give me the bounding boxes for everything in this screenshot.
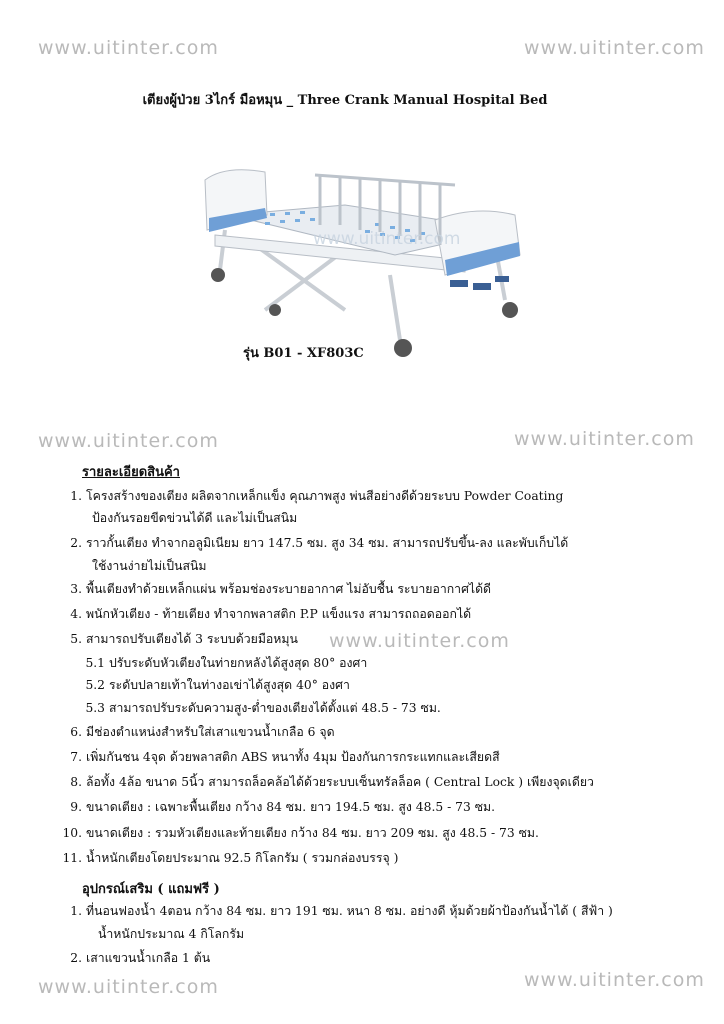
sub-list-item	[83, 655, 367, 671]
item-number: 5.2	[85, 678, 105, 692]
list-item	[60, 488, 563, 504]
item-text: พื้นเตียงทำด้วยเหล็กแผ่น พร้อมช่องระบายอากาศ ไม่อับชื้น ระบายอากาศได้ดี	[86, 582, 492, 596]
item-text: ขนาดเตียง : เฉพาะพื้นเตียง กว้าง 84 ซม. ยาว 194.5 ซม. สูง 48.5 - 73 ซม.	[86, 800, 496, 814]
accessories-heading: อุปกรณ์เสริม ( แถมฟรี )	[82, 882, 220, 897]
watermark: www.uitinter.com	[38, 430, 219, 452]
item-number: 3.	[70, 582, 82, 596]
watermark: www.uitinter.com	[38, 976, 219, 998]
item-text: โครงสร้างของเตียง ผลิตจากเหล็กแข็ง คุณภาพสูง พ่นสีอย่างดีด้วยระบบ Powder Coating	[86, 489, 564, 503]
list-item	[60, 631, 298, 647]
watermark: www.uitinter.com	[514, 428, 695, 450]
item-text: สามารถปรับเตียงได้ 3 ระบบด้วยมือหมุน	[86, 632, 298, 646]
watermark: www.uitinter.com	[524, 37, 705, 59]
list-item	[60, 749, 500, 765]
item-number: 5.3	[85, 701, 105, 715]
item-number: 2.	[70, 536, 82, 550]
watermark: www.uitinter.com	[329, 630, 510, 652]
item-text: มีช่องตำแหน่งสำหรับใส่เสาแขวนน้ำเกลือ 6 จุด	[86, 725, 335, 739]
item-number: 11.	[62, 851, 82, 865]
item-continuation: ใช้งานง่ายไม่เป็นสนิม	[92, 559, 207, 573]
list-item	[60, 799, 495, 815]
item-text: เพิ่มกันชน 4จุด ด้วยพลาสติก ABS หนาทั้ง 4มุม ป้องกันการกระแทกและเสียดสี	[86, 750, 500, 764]
list-item	[60, 606, 471, 622]
item-text: เสาแขวนน้ำเกลือ 1 ต้น	[86, 951, 211, 965]
sub-list-item	[83, 677, 350, 693]
item-number: 7.	[70, 750, 82, 764]
item-text: น้ำหนักเตียงโดยประมาณ 92.5 กิโลกรัม ( รวมกล่องบรรจุ )	[86, 851, 399, 865]
list-item	[60, 724, 335, 740]
item-text: ปรับระดับหัวเตียงในท่ายกหลังได้สูงสุด 80° องศา	[109, 656, 368, 670]
page-title: เตียงผู้ป่วย 3ไกร์ มือหมุน _ Three Crank Manual Hospital Bed	[142, 93, 548, 108]
list-item	[60, 581, 491, 597]
list-item	[60, 774, 594, 790]
item-text: พนักหัวเตียง - ท้ายเตียง ทำจากพลาสติก P.P แข็งแรง สามารถถอดออกได้	[86, 607, 472, 621]
list-item	[60, 950, 210, 966]
model-label: รุ่น B01 - XF803C	[243, 346, 364, 361]
details-heading: รายละเอียดสินค้า	[82, 465, 180, 480]
list-item	[50, 850, 398, 866]
item-continuation: ป้องกันรอยขีดข่วนได้ดี และไม่เป็นสนิม	[92, 511, 298, 525]
list-item	[60, 903, 613, 919]
item-number: 4.	[70, 607, 82, 621]
item-number: 8.	[70, 775, 82, 789]
item-number: 1.	[70, 904, 82, 918]
item-number: 9.	[70, 800, 82, 814]
item-number: 2.	[70, 951, 82, 965]
watermark: www.uitinter.com	[524, 969, 705, 991]
image-watermark: www.uitinter.com	[313, 229, 461, 249]
list-item	[60, 535, 568, 551]
item-number: 6.	[70, 725, 82, 739]
item-number: 10.	[62, 826, 82, 840]
item-continuation: น้ำหนักประมาณ 4 กิโลกรัม	[98, 927, 245, 941]
item-text: ระดับปลายเท้าในท่างอเข่าได้สูงสุด 40° องศา	[109, 678, 350, 692]
item-text: สามารถปรับระดับความสูง-ต่ำของเตียงได้ตั้งแต่ 48.5 - 73 ซม.	[109, 701, 441, 715]
item-text: ราวกั้นเตียง ทำจากอลูมิเนียม ยาว 147.5 ซม. สูง 34 ซม. สามารถปรับขึ้น-ลง และพับเก็บได้	[86, 536, 569, 550]
watermark: www.uitinter.com	[38, 37, 219, 59]
item-text: ล้อทั้ง 4ล้อ ขนาด 5นิ้ว สามารถล็อคล้อได้ด้วยระบบเซ็นทรัลล็อค ( Central Lock ) เพียงจุดเดียว	[86, 775, 594, 789]
hospital-bed-image	[195, 160, 530, 370]
item-text: ที่นอนฟองน้ำ 4ตอน กว้าง 84 ซม. ยาว 191 ซม. หนา 8 ซม. อย่างดี หุ้มด้วยผ้าป้องกันน้ำได้ ( สีฟ้า )	[86, 904, 613, 918]
item-number: 5.	[70, 632, 82, 646]
item-number: 1.	[70, 489, 82, 503]
list-item	[50, 825, 539, 841]
sub-list-item	[83, 700, 441, 716]
item-number: 5.1	[85, 656, 105, 670]
item-text: ขนาดเตียง : รวมหัวเตียงและท้ายเตียง กว้าง 84 ซม. ยาว 209 ซม. สูง 48.5 - 73 ซม.	[86, 826, 539, 840]
